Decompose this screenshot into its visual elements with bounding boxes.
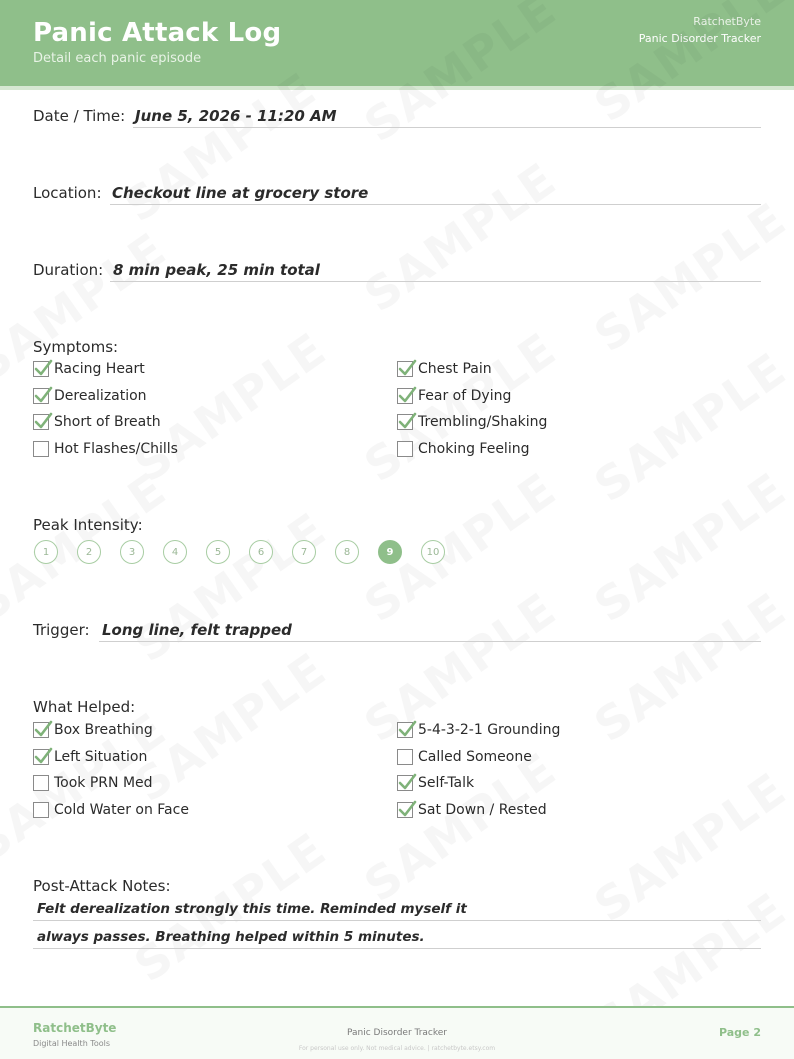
- location-label: Location:: [33, 184, 102, 202]
- page-title: Panic Attack Log: [33, 18, 282, 48]
- intensity-option-8[interactable]: 8: [335, 540, 359, 564]
- footer-product: Panic Disorder Tracker: [347, 1028, 447, 1038]
- checkbox-checked-icon[interactable]: [397, 775, 413, 791]
- intensity-scale: [34, 540, 464, 564]
- footer-brand: RatchetByte: [33, 1021, 117, 1035]
- symptom-item-label: Short of Breath: [54, 414, 161, 430]
- helped-item[interactable]: [397, 720, 560, 740]
- location-rule: [110, 204, 761, 205]
- intensity-option-5[interactable]: 5: [206, 540, 230, 564]
- notes-rule-1: [33, 920, 761, 921]
- duration-rule: [110, 281, 761, 282]
- footer-tagline: Digital Health Tools: [33, 1039, 111, 1048]
- datetime-rule: [133, 127, 761, 128]
- symptom-item[interactable]: [397, 359, 492, 379]
- trigger-value[interactable]: Long line, felt trapped: [102, 621, 292, 639]
- header-product-name: Panic Disorder Tracker: [638, 32, 761, 45]
- intensity-option-3[interactable]: 3: [120, 540, 144, 564]
- intensity-option-10[interactable]: 10: [421, 540, 445, 564]
- symptom-item[interactable]: [33, 439, 178, 459]
- checkbox-checked-icon[interactable]: [33, 361, 49, 377]
- helped-item[interactable]: [33, 773, 153, 793]
- symptom-item-label: Hot Flashes/Chills: [54, 440, 178, 457]
- helped-item-label: Box Breathing: [54, 722, 153, 738]
- duration-value[interactable]: 8 min peak, 25 min total: [113, 261, 320, 279]
- location-value[interactable]: Checkout line at grocery store: [112, 184, 369, 202]
- checkbox-checked-icon[interactable]: [397, 361, 413, 377]
- intensity-option-9[interactable]: 9: [378, 540, 402, 564]
- intensity-option-7[interactable]: 7: [292, 540, 316, 564]
- checkbox-checked-icon[interactable]: [33, 722, 49, 738]
- helped-item[interactable]: [33, 720, 153, 740]
- helped-item[interactable]: [397, 747, 532, 767]
- helped-label: What Helped:: [33, 698, 136, 716]
- checkbox-checked-icon[interactable]: [33, 749, 49, 765]
- page-number: Page 2: [718, 1026, 761, 1039]
- checkbox-checked-icon[interactable]: [33, 414, 49, 430]
- datetime-label: Date / Time:: [33, 107, 126, 125]
- helped-item[interactable]: [33, 800, 189, 820]
- checkbox-checked-icon[interactable]: [397, 388, 413, 404]
- checkbox-checked-icon[interactable]: [397, 722, 413, 738]
- helped-item[interactable]: [397, 773, 474, 793]
- intensity-option-2[interactable]: 2: [77, 540, 101, 564]
- helped-item-label: Called Someone: [418, 748, 532, 765]
- checkbox-checked-icon[interactable]: [397, 414, 413, 430]
- trigger-rule: [99, 641, 761, 642]
- helped-item-label: Took PRN Med: [54, 775, 153, 791]
- datetime-value[interactable]: June 5, 2026 - 11:20 AM: [135, 107, 337, 125]
- checkbox-empty-icon[interactable]: [33, 775, 49, 791]
- intensity-option-1[interactable]: 1: [34, 540, 58, 564]
- symptom-item-label: Fear of Dying: [418, 387, 512, 404]
- helped-item[interactable]: [397, 800, 547, 820]
- intensity-option-4[interactable]: 4: [163, 540, 187, 564]
- helped-item-label: Sat Down / Rested: [418, 801, 547, 818]
- symptoms-label: Symptoms:: [33, 338, 119, 356]
- symptom-item[interactable]: [33, 386, 147, 406]
- intensity-label: Peak Intensity:: [33, 516, 143, 534]
- symptom-item[interactable]: [33, 412, 161, 432]
- symptom-item[interactable]: [397, 439, 529, 459]
- checkbox-empty-icon[interactable]: [397, 441, 413, 457]
- symptom-item[interactable]: [397, 412, 547, 432]
- checkbox-empty-icon[interactable]: [33, 441, 49, 457]
- footer-disclaimer: For personal use only. Not medical advice. | ratchetbyte.etsy.com: [298, 1045, 496, 1052]
- duration-label: Duration:: [33, 261, 104, 279]
- checkbox-empty-icon[interactable]: [33, 802, 49, 818]
- trigger-label: Trigger:: [33, 621, 90, 639]
- helped-item-label: 5-4-3-2-1 Grounding: [418, 722, 561, 738]
- helped-item-label: Left Situation: [54, 748, 148, 765]
- checkbox-checked-icon[interactable]: [397, 802, 413, 818]
- notes-label: Post-Attack Notes:: [33, 877, 171, 895]
- notes-rule-2: [33, 948, 761, 949]
- notes-line-2[interactable]: always passes. Breathing helped within 5 minutes.: [37, 929, 425, 945]
- symptom-item-label: Choking Feeling: [418, 440, 530, 457]
- symptom-item-label: Chest Pain: [418, 361, 492, 377]
- helped-item[interactable]: [33, 747, 147, 767]
- symptom-item[interactable]: [33, 359, 145, 379]
- symptom-item-label: Trembling/Shaking: [418, 414, 548, 430]
- intensity-option-6[interactable]: 6: [249, 540, 273, 564]
- helped-item-label: Cold Water on Face: [54, 801, 189, 818]
- checkbox-checked-icon[interactable]: [33, 388, 49, 404]
- helped-item-label: Self-Talk: [418, 775, 475, 791]
- symptom-item-label: Derealization: [54, 387, 147, 404]
- symptom-item-label: Racing Heart: [54, 361, 145, 377]
- page-subtitle: Detail each panic episode: [33, 51, 202, 66]
- header-brand-name: RatchetByte: [693, 15, 761, 28]
- notes-line-1[interactable]: Felt derealization strongly this time. Reminded myself it: [37, 901, 467, 917]
- symptom-item[interactable]: [397, 386, 511, 406]
- checkbox-empty-icon[interactable]: [397, 749, 413, 765]
